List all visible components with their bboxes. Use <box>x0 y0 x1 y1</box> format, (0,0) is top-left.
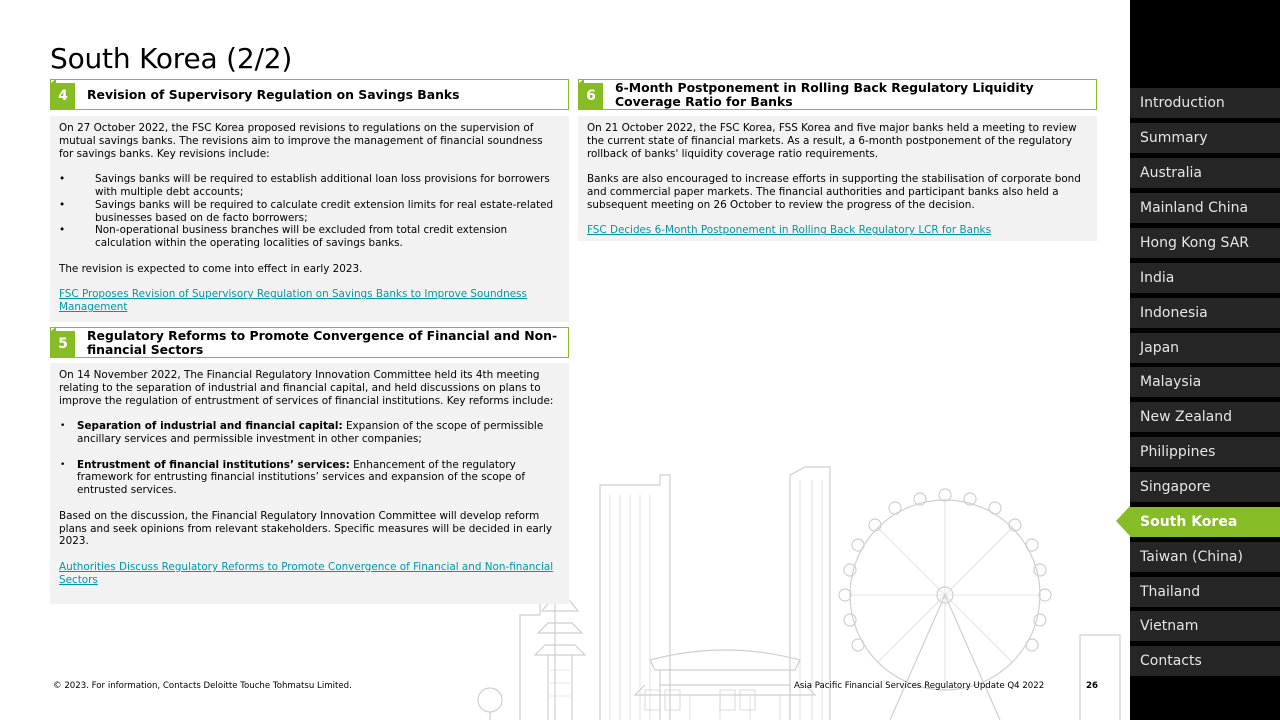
section-5-body <box>50 363 569 604</box>
sidebar-nav <box>1130 0 1280 720</box>
sidebar-item-indonesia[interactable]: Indonesia <box>1130 298 1280 328</box>
sidebar-item-japan[interactable]: Japan <box>1130 333 1280 363</box>
sidebar-item-taiwan-china[interactable]: Taiwan (China) <box>1130 542 1280 572</box>
list-item: • Non-operational business branches will be excluded from total credit extension calculation within the operating localities of savings banks. <box>59 224 560 250</box>
section-5-number-badge: 5 <box>51 331 75 357</box>
sidebar-item-hong-kong-sar[interactable]: Hong Kong SAR <box>1130 228 1280 258</box>
footer-copyright: © 2023. For information, Contacts Deloitte Touche Tohmatsu Limited. <box>53 681 352 691</box>
sidebar-item-philippines[interactable]: Philippines <box>1130 437 1280 467</box>
sidebar-item-singapore[interactable]: Singapore <box>1130 472 1280 502</box>
sidebar-item-south-korea[interactable]: South Korea <box>1130 507 1280 537</box>
sidebar-item-new-zealand[interactable]: New Zealand <box>1130 402 1280 432</box>
section-6-paragraph: On 21 October 2022, the FSC Korea, FSS Korea and five major banks held a meeting to review the current state of financial markets. As a result, a 6-month postponement of the regulatory rollback of banks' liquidity coverage ratio requirements. <box>587 122 1077 160</box>
list-item: • Savings banks will be required to calculate credit extension limits for real estate-related businesses based on de facto borrowers; <box>59 199 560 225</box>
section-6-number-badge: 6 <box>579 83 603 109</box>
active-nav-pointer <box>1116 506 1130 536</box>
section-6-body <box>578 116 1097 241</box>
section-6-source-link[interactable]: FSC Decides 6-Month Postponement in Rolling Back Regulatory LCR for Banks <box>587 224 991 237</box>
section-4-bullet-list <box>59 173 560 250</box>
sidebar-item-thailand[interactable]: Thailand <box>1130 577 1280 607</box>
footer-publication-title: Asia Pacific Financial Services Regulatory Update Q4 2022 <box>794 681 1045 691</box>
section-5-heading: Regulatory Reforms to Promote Convergence of Financial and Non-financial Sectors <box>87 327 558 357</box>
list-item-text: Expansion of the scope of permissible ancillary services and permissible investment in other companies; <box>77 420 544 445</box>
sidebar-item-india[interactable]: India <box>1130 263 1280 293</box>
sidebar-item-mainland-china[interactable]: Mainland China <box>1130 193 1280 223</box>
section-5-header <box>50 327 569 358</box>
list-item <box>59 459 560 497</box>
section-4-header <box>50 79 569 110</box>
sidebar-item-malaysia[interactable]: Malaysia <box>1130 367 1280 397</box>
section-5-intro: On 14 November 2022, The Financial Regulatory Innovation Committee held its 4th meeting relating to the separation of industrial and financial capital, and held discussions on plans to improve the regulation of entrustment of services of financial institutions. Key reforms include: <box>59 369 554 407</box>
section-5-closing: Based on the discussion, the Financial Regulatory Innovation Committee will develop reform plans and seek opinions from relevant stakeholders. Specific measures will be decided in early 2023. <box>59 509 553 548</box>
section-4-closing: The revision is expected to come into effect in early 2023. <box>59 262 363 275</box>
list-item-title: Entrustment of financial institutions’ services: <box>77 458 350 471</box>
list-item: • Savings banks will be required to establish additional loan loss provisions for borrowers with multiple debt accounts; <box>59 173 560 199</box>
sidebar-item-australia[interactable]: Australia <box>1130 158 1280 188</box>
sidebar-item-vietnam[interactable]: Vietnam <box>1130 611 1280 641</box>
sidebar-item-introduction[interactable]: Introduction <box>1130 88 1280 118</box>
page-title: South Korea (2/2) <box>50 42 293 75</box>
page-number: 26 <box>1086 681 1098 691</box>
list-item-text: Enhancement of the regulatory framework for entrusting financial institutions’ services and expansion of the scope of entrusted services. <box>77 458 525 497</box>
section-6-header <box>578 79 1097 110</box>
section-6-paragraph: Banks are also encouraged to increase efforts in supporting the stabilisation of corporate bond and commercial paper markets. The financial authorities and participant banks also held a subsequent meeting on 26 October to review the progress of the decision. <box>587 173 1081 211</box>
section-4-source-link[interactable]: FSC Proposes Revision of Supervisory Regulation on Savings Banks to Improve Soundness Management <box>59 288 527 314</box>
section-4-number-badge: 4 <box>51 83 75 109</box>
section-4-body <box>50 116 569 322</box>
list-item-title: Separation of industrial and financial capital: <box>77 420 343 433</box>
section-4-heading: Revision of Supervisory Regulation on Savings Banks <box>87 86 460 102</box>
sidebar-item-summary[interactable]: Summary <box>1130 123 1280 153</box>
section-5-bullet-list <box>59 420 560 497</box>
section-5-source-link[interactable]: Authorities Discuss Regulatory Reforms to Promote Convergence of Financial and Non-financial Sectors <box>59 560 554 586</box>
section-6-heading: 6-Month Postponement in Rolling Back Regulatory Liquidity Coverage Ratio for Banks <box>615 79 1034 109</box>
list-item <box>59 420 560 446</box>
sidebar-item-contacts[interactable]: Contacts <box>1130 646 1280 676</box>
section-4-intro: On 27 October 2022, the FSC Korea proposed revisions to regulations on the supervision of mutual savings banks. The revisions aim to improve the management of financial soundness for savings banks. Key revisions include: <box>59 122 543 160</box>
